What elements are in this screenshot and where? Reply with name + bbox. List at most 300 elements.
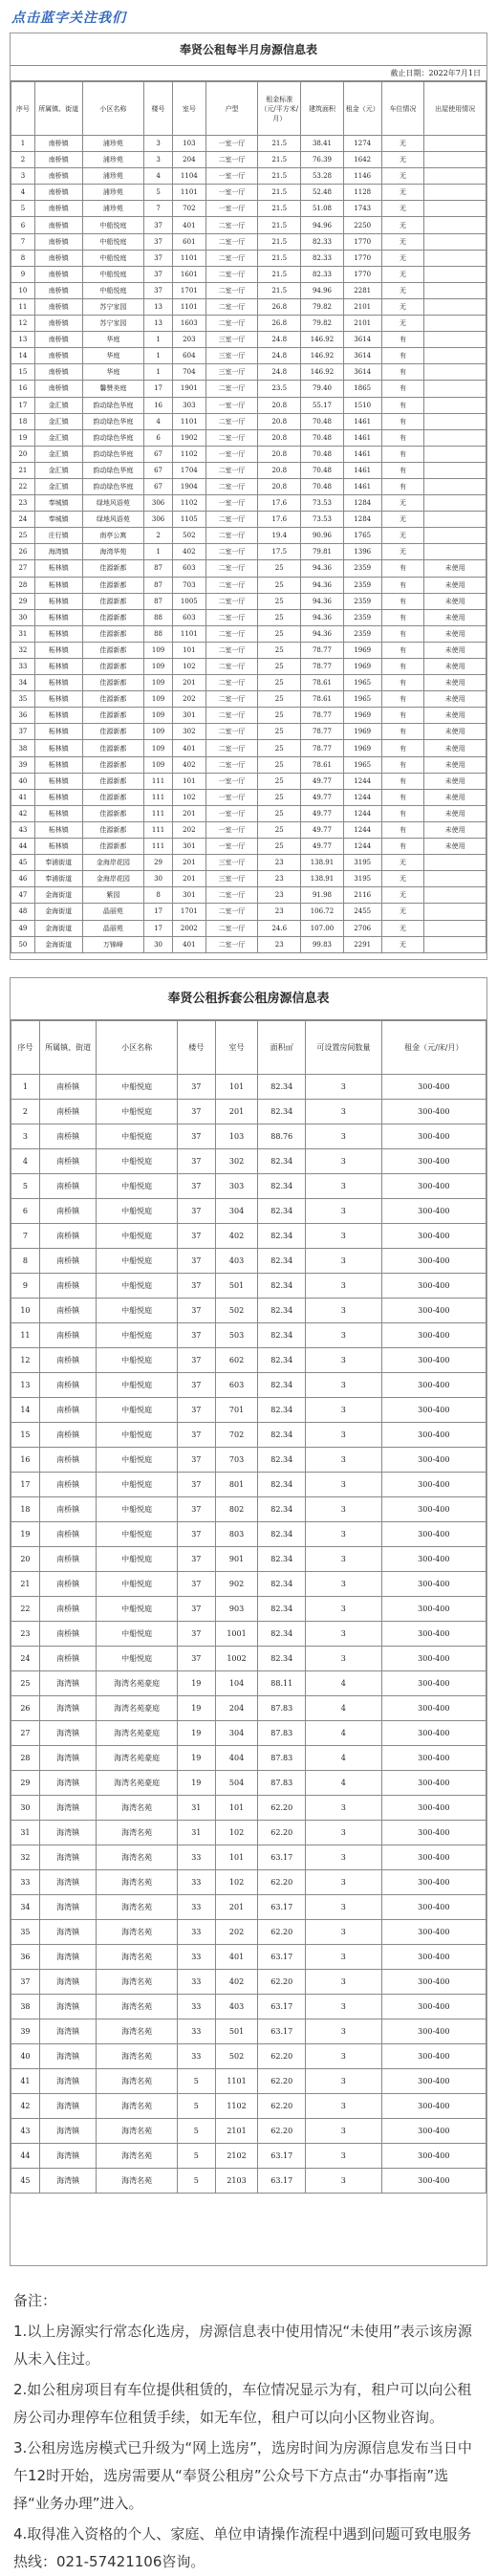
table-cell: 300-400 [381, 2144, 486, 2169]
table-cell: 未使用 [424, 839, 486, 855]
table-cell: 1969 [343, 708, 381, 724]
table-cell: 49.77 [301, 773, 344, 789]
table-cell [424, 855, 486, 871]
table-cell: 海湾镇 [39, 2094, 97, 2119]
split-table-title: 奉贤公租拆套公租房源信息表 [11, 978, 486, 1020]
table-cell: 35 [11, 1920, 40, 1945]
table-cell: 馨赞美庭 [82, 381, 144, 397]
table-cell: 一室一厅 [205, 839, 258, 855]
table-cell: 有 [381, 642, 424, 658]
table-cell: 51.08 [301, 201, 344, 217]
table-cell: 南桥镇 [34, 250, 82, 266]
table-cell: 中船悦庭 [97, 1473, 177, 1497]
table-cell: 16 [11, 1448, 40, 1473]
table-cell: 无 [381, 298, 424, 315]
table-cell [424, 936, 486, 952]
table-cell: 海湾镇 [39, 2069, 97, 2094]
table-cell: 300-400 [381, 1199, 486, 1224]
table-cell: 32 [11, 1845, 40, 1870]
table-cell: 300-400 [381, 1671, 486, 1696]
table-cell: 1461 [343, 429, 381, 446]
table-row [11, 887, 486, 904]
table-cell: 25 [258, 691, 301, 708]
table-cell: 海湾名苑豪庭 [97, 1696, 177, 1721]
table-cell: 82.33 [301, 233, 344, 250]
table-cell: 二室一厅 [205, 429, 258, 446]
table-cell: 4 [11, 1149, 40, 1174]
table-cell: 31 [11, 1821, 40, 1845]
table-cell: 1101 [172, 185, 205, 201]
table-cell: 海湾名苑 [97, 1920, 177, 1945]
table-cell: 62.20 [258, 2119, 306, 2144]
table-cell: 12 [11, 1348, 40, 1373]
table-cell: 300-400 [381, 1075, 486, 1100]
table-cell: 43 [11, 821, 35, 838]
table-cell: 78.77 [301, 724, 344, 740]
table-row [11, 2069, 486, 2094]
table-row [11, 724, 486, 740]
table-cell: 万锦峰 [82, 936, 144, 952]
table-cell: 300-400 [381, 1572, 486, 1597]
table-cell: 二室一厅 [205, 250, 258, 266]
table-cell: 无 [381, 871, 424, 887]
table-cell: 无 [381, 152, 424, 168]
table-cell [424, 397, 486, 413]
table-cell: 704 [172, 364, 205, 381]
table-cell: 佳源新都 [82, 724, 144, 740]
table-cell: 40 [11, 2044, 40, 2069]
table-row [11, 1174, 486, 1199]
table-cell: 25 [258, 724, 301, 740]
table-cell: 苏宁家园 [82, 316, 144, 332]
table-cell: 102 [172, 659, 205, 675]
table-cell: 82.33 [301, 266, 344, 282]
table-cell: 1 [144, 348, 173, 364]
table-cell: 102 [215, 1870, 258, 1895]
table-cell: 31 [11, 625, 35, 642]
table-row [11, 1497, 486, 1522]
table-cell: 1244 [343, 821, 381, 838]
table-cell: 中船悦庭 [97, 1497, 177, 1522]
table-cell: 4 [144, 413, 173, 429]
table-cell: 浦珍苑 [82, 168, 144, 185]
table-cell: 25 [258, 821, 301, 838]
table-cell: 中船悦庭 [97, 1522, 177, 1547]
table-cell: 1904 [172, 478, 205, 494]
table-cell: 一室一厅 [205, 201, 258, 217]
table-cell: 海湾镇 [39, 1920, 97, 1945]
table-cell: 14 [11, 348, 35, 364]
table-cell: 36 [11, 708, 35, 724]
table-row [11, 1796, 486, 1821]
table-cell: 82.34 [258, 1249, 306, 1274]
split-housing-table [11, 1020, 486, 2194]
table-cell: 39 [11, 2019, 40, 2044]
table-cell: 二室一厅 [205, 528, 258, 544]
table-cell: 300-400 [381, 1622, 486, 1647]
table-cell: 501 [215, 1274, 258, 1299]
table-cell: 2291 [343, 936, 381, 952]
table-cell: 300-400 [381, 1970, 486, 1995]
table-cell: 37 [177, 1622, 215, 1647]
table-cell: 82.34 [258, 1572, 306, 1597]
table-row [11, 1249, 486, 1274]
table-cell: 101 [215, 1075, 258, 1100]
table-cell: 21.5 [258, 201, 301, 217]
table-cell: 33 [11, 1870, 40, 1895]
table-cell [424, 904, 486, 920]
table-cell: 3 [306, 1995, 382, 2019]
table-cell: 37 [177, 1174, 215, 1199]
table-cell: 109 [144, 756, 173, 773]
table-cell: 有 [381, 773, 424, 789]
table-cell: 有 [381, 577, 424, 593]
table-cell: 金汇镇 [34, 413, 82, 429]
table-cell: 中船悦庭 [82, 266, 144, 282]
table-cell [424, 201, 486, 217]
table-cell: 37 [177, 1448, 215, 1473]
table-cell [424, 478, 486, 494]
table-cell: 无 [381, 544, 424, 560]
table-cell: 82.34 [258, 1323, 306, 1348]
table-row [11, 1522, 486, 1547]
table-cell: 300-400 [381, 1274, 486, 1299]
table-cell [424, 250, 486, 266]
table-cell: 有 [381, 805, 424, 821]
table-cell: 1101 [172, 250, 205, 266]
column-header: 序号 [11, 1021, 40, 1075]
table-cell: 无 [381, 316, 424, 332]
table-cell: 3 [306, 1796, 382, 1821]
table-cell: 20 [11, 1547, 40, 1572]
table-cell: 26 [11, 1696, 40, 1721]
table-row [11, 2019, 486, 2044]
table-cell: 南桥镇 [39, 1174, 97, 1199]
table-row [11, 1149, 486, 1174]
table-cell: 82.34 [258, 1224, 306, 1249]
table-cell: 19 [11, 1522, 40, 1547]
table-cell: 37 [177, 1124, 215, 1149]
table-cell: 19 [177, 1721, 215, 1746]
table-cell: 有 [381, 332, 424, 348]
table-cell: 海湾名苑豪庭 [97, 1671, 177, 1696]
table-cell: 23 [11, 495, 35, 512]
table-cell: 柘林镇 [34, 708, 82, 724]
table-cell: 82.34 [258, 1174, 306, 1199]
table-cell: 300-400 [381, 1299, 486, 1323]
table-cell: 苏宁家园 [82, 298, 144, 315]
table-cell: 78.77 [301, 740, 344, 756]
table-row [11, 1671, 486, 1696]
table-cell: 海湾名苑豪庭 [97, 1721, 177, 1746]
table-cell: 1765 [343, 528, 381, 544]
table-cell: 43 [11, 2119, 40, 2144]
table-cell: 有 [381, 429, 424, 446]
column-header: 车位情况 [381, 82, 424, 136]
table-cell: 37 [177, 1274, 215, 1299]
table-cell: 201 [172, 855, 205, 871]
table-cell: 88.76 [258, 1124, 306, 1149]
table-row [11, 936, 486, 952]
table-cell [424, 266, 486, 282]
table-cell: 3 [306, 1124, 382, 1149]
table-cell: 1770 [343, 233, 381, 250]
table-cell: 金汇镇 [34, 429, 82, 446]
table-cell: 一室一厅 [205, 397, 258, 413]
table-cell: 1005 [172, 593, 205, 609]
table-cell: 401 [172, 217, 205, 233]
table-cell: 300-400 [381, 1746, 486, 1771]
table-cell: 中船悦庭 [97, 1622, 177, 1647]
table-cell: 703 [215, 1448, 258, 1473]
table-cell: 73.53 [301, 495, 344, 512]
table-cell: 502 [172, 528, 205, 544]
table-cell: 无 [381, 136, 424, 152]
table-cell: 146.92 [301, 364, 344, 381]
table-cell [424, 185, 486, 201]
table-cell: 南桥镇 [39, 1373, 97, 1398]
table-cell: 79.81 [301, 544, 344, 560]
table-cell: 1244 [343, 789, 381, 805]
table-cell: 111 [144, 805, 173, 821]
follow-banner[interactable] [0, 0, 497, 33]
table-cell: 无 [381, 266, 424, 282]
table-cell: 300-400 [381, 1473, 486, 1497]
table-cell: 55.17 [301, 397, 344, 413]
table-cell: 二室一厅 [205, 887, 258, 904]
table-cell: 柘林镇 [34, 675, 82, 691]
table-cell: 103 [215, 1124, 258, 1149]
table-cell: 1969 [343, 740, 381, 756]
table-cell: 11 [11, 1323, 40, 1348]
table-cell: 柘林镇 [34, 821, 82, 838]
table-cell: 70.48 [301, 413, 344, 429]
table-cell: 37 [177, 1149, 215, 1174]
table-cell: 无 [381, 233, 424, 250]
table-cell: 70.48 [301, 446, 344, 462]
table-cell: 801 [215, 1473, 258, 1497]
table-cell: 海湾镇 [39, 1746, 97, 1771]
table-cell: 1902 [172, 429, 205, 446]
table-cell: 1101 [172, 298, 205, 315]
table-cell: 1965 [343, 691, 381, 708]
table-cell: 33 [177, 1845, 215, 1870]
table-cell: 37 [177, 1249, 215, 1274]
table-row [11, 756, 486, 773]
table-cell: 82.34 [258, 1373, 306, 1398]
table-cell: 302 [172, 724, 205, 740]
table-cell: 南桥镇 [34, 364, 82, 381]
table-cell: 37 [11, 1970, 40, 1995]
table-cell: 海湾镇 [39, 2169, 97, 2194]
table-cell: 33 [177, 2044, 215, 2069]
table-cell: 3 [306, 1299, 382, 1323]
table-cell: 3 [306, 1870, 382, 1895]
table-row [11, 168, 486, 185]
table-cell: 31 [177, 1796, 215, 1821]
table-cell: 300-400 [381, 2119, 486, 2144]
table-cell: 未使用 [424, 773, 486, 789]
table-cell: 17.6 [258, 512, 301, 528]
table-cell: 34 [11, 675, 35, 691]
table-cell: 二室一厅 [205, 625, 258, 642]
table-cell: 201 [215, 1895, 258, 1920]
table-cell: 4 [306, 1746, 382, 1771]
table-cell: 111 [144, 773, 173, 789]
table-cell: 佳源新都 [82, 740, 144, 756]
table-cell: 二室一厅 [205, 282, 258, 298]
table-cell: 晶丽苑 [82, 904, 144, 920]
table-cell: 79.82 [301, 298, 344, 315]
table-cell: 504 [215, 1771, 258, 1796]
table-cell: 5 [11, 1174, 40, 1199]
table-cell: 30 [11, 1796, 40, 1821]
table-row [11, 642, 486, 658]
table-cell: 94.96 [301, 217, 344, 233]
table-row [11, 2044, 486, 2069]
table-cell: 19 [177, 1746, 215, 1771]
table-cell: 25 [258, 560, 301, 577]
table-cell: 南桥镇 [34, 201, 82, 217]
table-cell: 二室一厅 [205, 593, 258, 609]
table-cell: 有 [381, 724, 424, 740]
table-cell: 三室一厅 [205, 871, 258, 887]
table-cell: 82.34 [258, 1100, 306, 1124]
table-cell: 有 [381, 708, 424, 724]
table-cell: 3 [144, 152, 173, 168]
table-cell: 有 [381, 446, 424, 462]
table-cell: 二室一厅 [205, 675, 258, 691]
table-row [11, 773, 486, 789]
table-cell: 无 [381, 512, 424, 528]
table-cell: 一室一厅 [205, 136, 258, 152]
table-cell: 5 [177, 2169, 215, 2194]
table-cell: 37 [177, 1547, 215, 1572]
table-cell: 25 [258, 609, 301, 625]
table-cell: 25 [258, 756, 301, 773]
table-cell: 300-400 [381, 1597, 486, 1622]
table-cell: 901 [215, 1547, 258, 1572]
table-cell: 柘林镇 [34, 642, 82, 658]
table-cell: 柘林镇 [34, 609, 82, 625]
table-row [11, 250, 486, 266]
table-cell: 南桥镇 [39, 1423, 97, 1448]
table-cell: 109 [144, 642, 173, 658]
table-cell: 13 [144, 316, 173, 332]
table-cell [424, 544, 486, 560]
table-cell: 62.20 [258, 2094, 306, 2119]
table-cell: 3 [306, 1323, 382, 1348]
table-cell: 一室一厅 [205, 185, 258, 201]
table-row [11, 577, 486, 593]
table-cell: 300-400 [381, 1124, 486, 1149]
table-cell: 33 [177, 1920, 215, 1945]
table-cell: 1244 [343, 805, 381, 821]
table-cell: 23.5 [258, 381, 301, 397]
table-cell: 柘林镇 [34, 593, 82, 609]
table-cell: 24.8 [258, 364, 301, 381]
table-cell: 佳源新都 [82, 560, 144, 577]
table-cell: 二室一厅 [205, 298, 258, 315]
table-cell: 37 [177, 1299, 215, 1323]
table-cell: 二室一厅 [205, 577, 258, 593]
table-cell: 海湾镇 [39, 1945, 97, 1970]
table-cell: 1101 [172, 413, 205, 429]
table-cell: 23 [258, 887, 301, 904]
table-cell: 25 [258, 577, 301, 593]
table-cell: 二室一厅 [205, 756, 258, 773]
table-cell: 1284 [343, 495, 381, 512]
table-cell: 111 [144, 821, 173, 838]
table-cell: 三室一厅 [205, 855, 258, 871]
table-cell [424, 429, 486, 446]
table-cell: 82.34 [258, 1547, 306, 1572]
table-row [11, 201, 486, 217]
table-cell: 146.92 [301, 332, 344, 348]
table-cell: 22 [11, 1597, 40, 1622]
table-cell: 25 [258, 805, 301, 821]
table-cell: 1603 [172, 316, 205, 332]
table-cell: 109 [144, 724, 173, 740]
monthly-table-title: 奉贤公租每半月房源信息表 [11, 33, 486, 66]
table-cell: 1102 [215, 2094, 258, 2119]
table-cell [424, 217, 486, 233]
table-cell: 107.00 [301, 920, 344, 936]
table-cell: 30 [144, 871, 173, 887]
table-cell: 南桥镇 [39, 1597, 97, 1622]
table-cell: 无 [381, 528, 424, 544]
table-row [11, 233, 486, 250]
table-cell: 二室一厅 [205, 233, 258, 250]
table-row [11, 593, 486, 609]
table-cell: 109 [144, 659, 173, 675]
table-cell: 未使用 [424, 560, 486, 577]
table-cell: 23 [258, 936, 301, 952]
table-cell: 2455 [343, 904, 381, 920]
table-row [11, 446, 486, 462]
table-cell: 62.20 [258, 1970, 306, 1995]
split-table-header-row [11, 1021, 486, 1075]
table-cell: 17.6 [258, 495, 301, 512]
table-row [11, 478, 486, 494]
table-cell: 中船悦庭 [97, 1274, 177, 1299]
table-cell: 37 [144, 250, 173, 266]
table-cell: 601 [172, 233, 205, 250]
table-cell: 南桥镇 [34, 152, 82, 168]
table-cell: 金汇镇 [34, 478, 82, 494]
table-cell: 海湾镇 [39, 2044, 97, 2069]
table-cell: 5 [144, 185, 173, 201]
table-row [11, 1299, 486, 1323]
table-cell: 佳源新都 [82, 642, 144, 658]
table-cell: 300-400 [381, 2044, 486, 2069]
table-cell: 300-400 [381, 1149, 486, 1174]
table-cell: 韵动绿色华庭 [82, 429, 144, 446]
table-cell: 24.8 [258, 332, 301, 348]
table-cell: 晶丽苑 [82, 920, 144, 936]
table-cell: 5 [11, 201, 35, 217]
table-cell: 24 [11, 1647, 40, 1671]
table-cell: 二室一厅 [205, 708, 258, 724]
table-cell: 二室一厅 [205, 152, 258, 168]
table-cell: 3 [306, 1572, 382, 1597]
table-cell: 82.34 [258, 1075, 306, 1100]
table-cell: 37 [177, 1348, 215, 1373]
column-header: 建筑面积 [301, 82, 344, 136]
table-cell: 31 [177, 1821, 215, 1845]
table-cell [424, 495, 486, 512]
table-cell: 37 [177, 1572, 215, 1597]
